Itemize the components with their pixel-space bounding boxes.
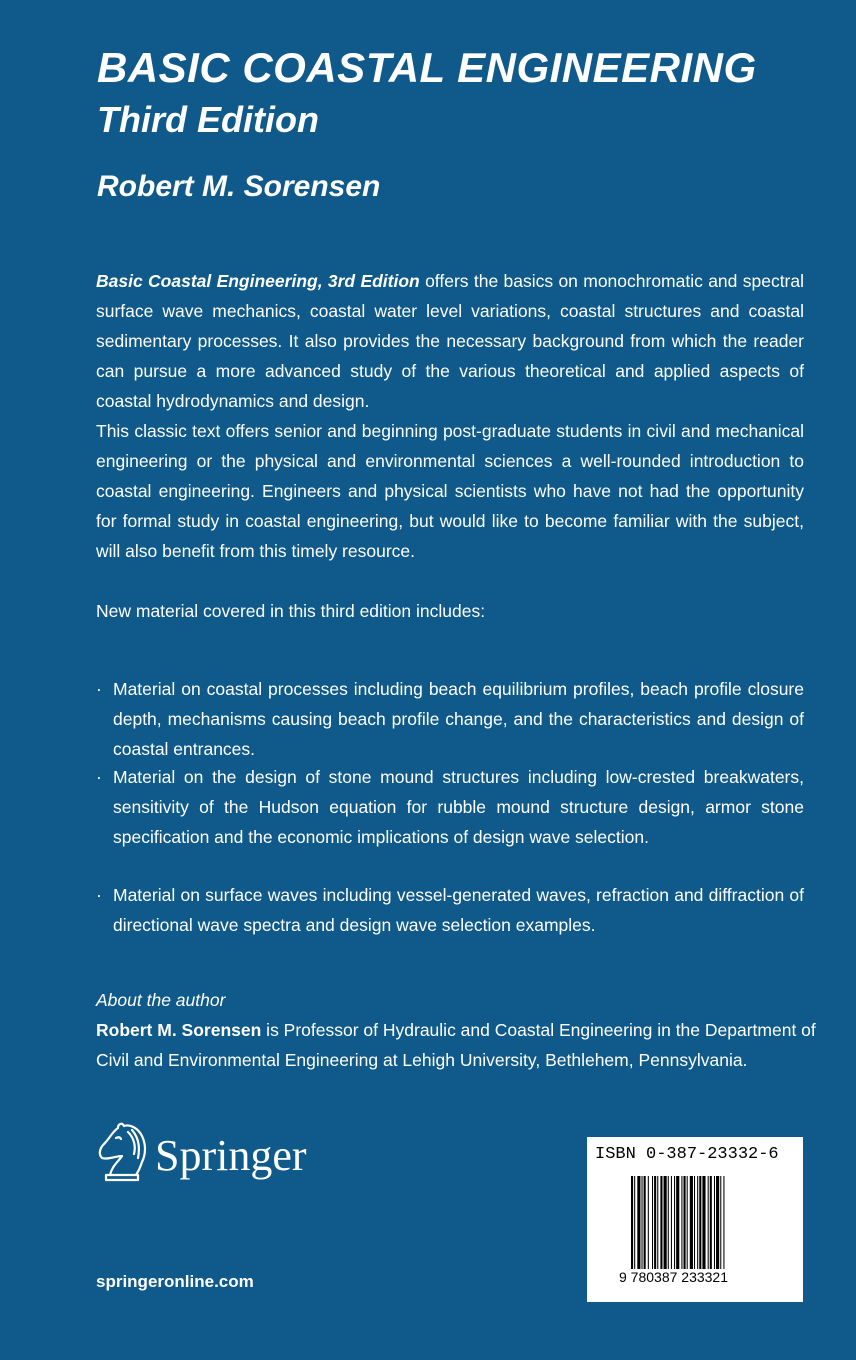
barcode-bar	[702, 1176, 705, 1284]
barcode-bar	[714, 1176, 715, 1284]
barcode-bar	[697, 1176, 698, 1284]
book-title: BASIC COASTAL ENGINEERING	[97, 44, 757, 91]
barcode-bar	[660, 1176, 662, 1284]
bullet-item-surface-waves	[96, 880, 804, 940]
bullet-text: Material on coastal processes including beach equilibrium profiles, beach profile closure depth, mechanisms causing beach profile change, and the characteristics and design of coastal entrances.	[113, 679, 804, 759]
barcode-bar	[634, 1176, 635, 1284]
barcode-bar	[690, 1176, 693, 1284]
barcode-bar	[652, 1176, 653, 1284]
barcode-bar	[644, 1176, 646, 1284]
bullet-dot: ·	[96, 767, 102, 787]
isbn-label: ISBN 0-387-23332-6	[595, 1145, 779, 1164]
description-book-name: Basic Coastal Engineering, 3rd Edition	[96, 271, 420, 291]
bullet-dot: ·	[96, 679, 102, 699]
description-paragraph-1-text: offers the basics on monochromatic and spectral surface wave mechanics, coastal water level variations, coastal structures and coastal sedimentary processes. It also provides the necessary background from which the reader can pursue a more advanced study of the various theoretical and applied aspects of coastal hydrodynamics and design.	[96, 271, 805, 411]
bullet-dot: ·	[96, 885, 102, 905]
barcode-icon	[631, 1176, 759, 1284]
new-material-intro: New material covered in this third edition includes:	[96, 601, 486, 621]
publisher-url: springeronline.com	[96, 1272, 254, 1291]
barcode-bar	[694, 1176, 695, 1284]
about-author-bio: is Professor of Hydraulic and Coastal Engineering in the Department of Civil and Environmental Engineering at Lehigh University, Bethlehem, Pennsylvania.	[96, 1020, 816, 1070]
about-author-name: Robert M. Sorensen	[96, 1020, 262, 1040]
bullet-text: Material on the design of stone mound structures including low-crested breakwaters, sensitivity of the Hudson equation for rubble mound structure design, armor stone specification and the economic implications of design wave selection.	[113, 767, 804, 847]
barcode-bar	[657, 1176, 658, 1284]
barcode-bar	[684, 1176, 686, 1284]
barcode-bar	[664, 1176, 667, 1284]
ean-digits: 9 780387 233321	[619, 1269, 779, 1285]
barcode-bar	[674, 1176, 675, 1284]
book-edition: Third Edition	[97, 99, 319, 140]
description-paragraph-2: This classic text offers senior and beginning post-graduate students in civil and mechanical engineering or the physical and environmental sciences a well-rounded introduction to coastal engineering. Engineers and physical scientists who have not had the opportunity for formal study in coastal engineering, but would like to become familiar with the subject, will also benefit from this timely resource.	[96, 421, 804, 561]
barcode-bar	[668, 1176, 669, 1284]
barcode-bar	[720, 1176, 721, 1284]
barcode-bar	[637, 1176, 640, 1284]
book-author: Robert M. Sorensen	[97, 170, 381, 203]
barcode-bar	[710, 1176, 712, 1284]
barcode-bar	[648, 1176, 649, 1284]
description-paragraph-1	[96, 266, 804, 416]
about-author-heading: About the author	[96, 990, 226, 1010]
barcode-bar	[716, 1176, 719, 1284]
publisher-name: Springer	[155, 1131, 307, 1180]
isbn-barcode-box	[587, 1137, 803, 1302]
barcode-bar	[723, 1176, 724, 1284]
barcode-bar	[654, 1176, 656, 1284]
about-author-text	[96, 1015, 816, 1075]
barcode-bar	[671, 1176, 672, 1284]
about-author-section	[96, 985, 816, 1075]
barcode-bar	[681, 1176, 682, 1284]
barcode-bar	[631, 1176, 633, 1284]
bullet-text: Material on surface waves including vessel-generated waves, refraction and diffraction of directional wave spectra and design wave selection examples.	[113, 885, 804, 935]
barcode-bar	[687, 1176, 688, 1284]
barcode-bar	[699, 1176, 701, 1284]
barcode-bar	[708, 1176, 709, 1284]
bullet-item-coastal-processes	[96, 674, 804, 764]
bullet-item-stone-mound	[96, 762, 804, 852]
barcode-bar	[676, 1176, 679, 1284]
barcode-bar	[642, 1176, 643, 1284]
